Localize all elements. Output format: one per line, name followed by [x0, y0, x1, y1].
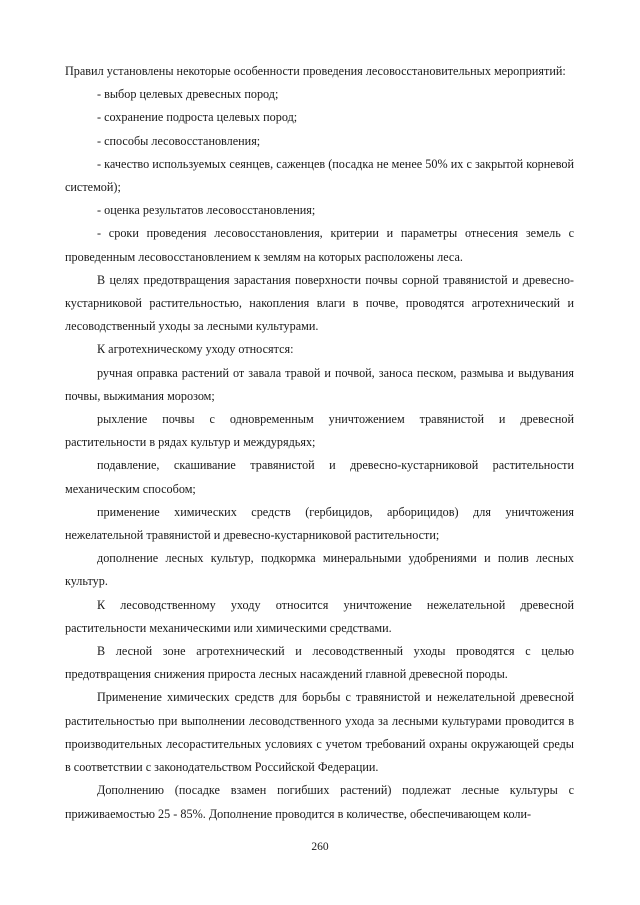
paragraph-chemical-application: Применение химических средств для борьбы с травянистой и нежелательной древесной растительностью при выполнении лесоводственного ухода за лесными культурами проводится в производительных лесорастительных условиях с учетом требований охраны окружающей среды в соответствии с законодательством Российской Федерации.: [65, 690, 574, 775]
paragraph-forest-zone: В лесной зоне агротехнический и лесоводственный уходы проводятся с целью предотвращения снижения прироста лесных насаждений главной древесной породы.: [65, 644, 574, 682]
paragraph-care-purpose: В целях предотвращения зарастания поверхности почвы сорной травянистой и древесно-кустарниковой растительностью, накопления влаги в почве, проводятся агротехнический и лесоводственный уходы за лесными культурами.: [65, 272, 574, 334]
document-body: [65, 60, 574, 826]
paragraph-soil-loosening: рыхление почвы с одновременным уничтожением травянистой и древесной растительности в рядах культур и междурядьях;: [65, 412, 574, 450]
paragraph-supplement: дополнение лесных культур, подкормка минеральными удобрениями и полив лесных культур.: [65, 551, 574, 589]
list-item-undergrowth: - сохранение подроста целевых пород;: [97, 110, 298, 125]
paragraph-agrotech-intro: К агротехническому уходу относятся:: [97, 342, 294, 357]
paragraph-replanting: Дополнению (посадке взамен погибших растений) подлежат лесные культуры с приживаемостью 25 - 85%. Дополнение проводится в количестве, обеспечивающем коли-: [65, 783, 574, 821]
list-item-target-species: - выбор целевых древесных пород;: [97, 87, 279, 102]
list-item-seedling-quality: - качество используемых сеянцев, саженцев (посадка не менее 50% их с закрытой корневой системой);: [65, 156, 574, 195]
paragraph-1: Правил установлены некоторые особенности проведения лесовосстановительных мероприятий:: [65, 64, 566, 78]
list-item-results-assessment: - оценка результатов лесовосстановления;: [97, 203, 316, 218]
paragraph-mowing: подавление, скашивание травянистой и древесно-кустарниковой растительности механическим способом;: [65, 458, 574, 496]
list-item-timing-criteria: - сроки проведения лесовосстановления, критерии и параметры отнесения земель с проведенным лесовосстановлением к землям на которых расположены леса.: [65, 226, 574, 264]
page-number: 260: [311, 841, 329, 853]
list-item-methods: - способы лесовосстановления;: [97, 133, 261, 148]
paragraph-silvicultural-care: К лесоводственному уходу относится уничтожение нежелательной древесной растительности механическими или химическими средствами.: [65, 597, 574, 635]
paragraph-manual-straightening: ручная оправка растений от завала травой и почвой, заноса песком, размыва и выдувания почвы, выжимания морозом;: [65, 365, 574, 403]
paragraph-chemicals: применение химических средств (гербицидов, арборицидов) для уничтожения нежелательной травянистой и древесно-кустарниковой растительности;: [65, 504, 574, 543]
